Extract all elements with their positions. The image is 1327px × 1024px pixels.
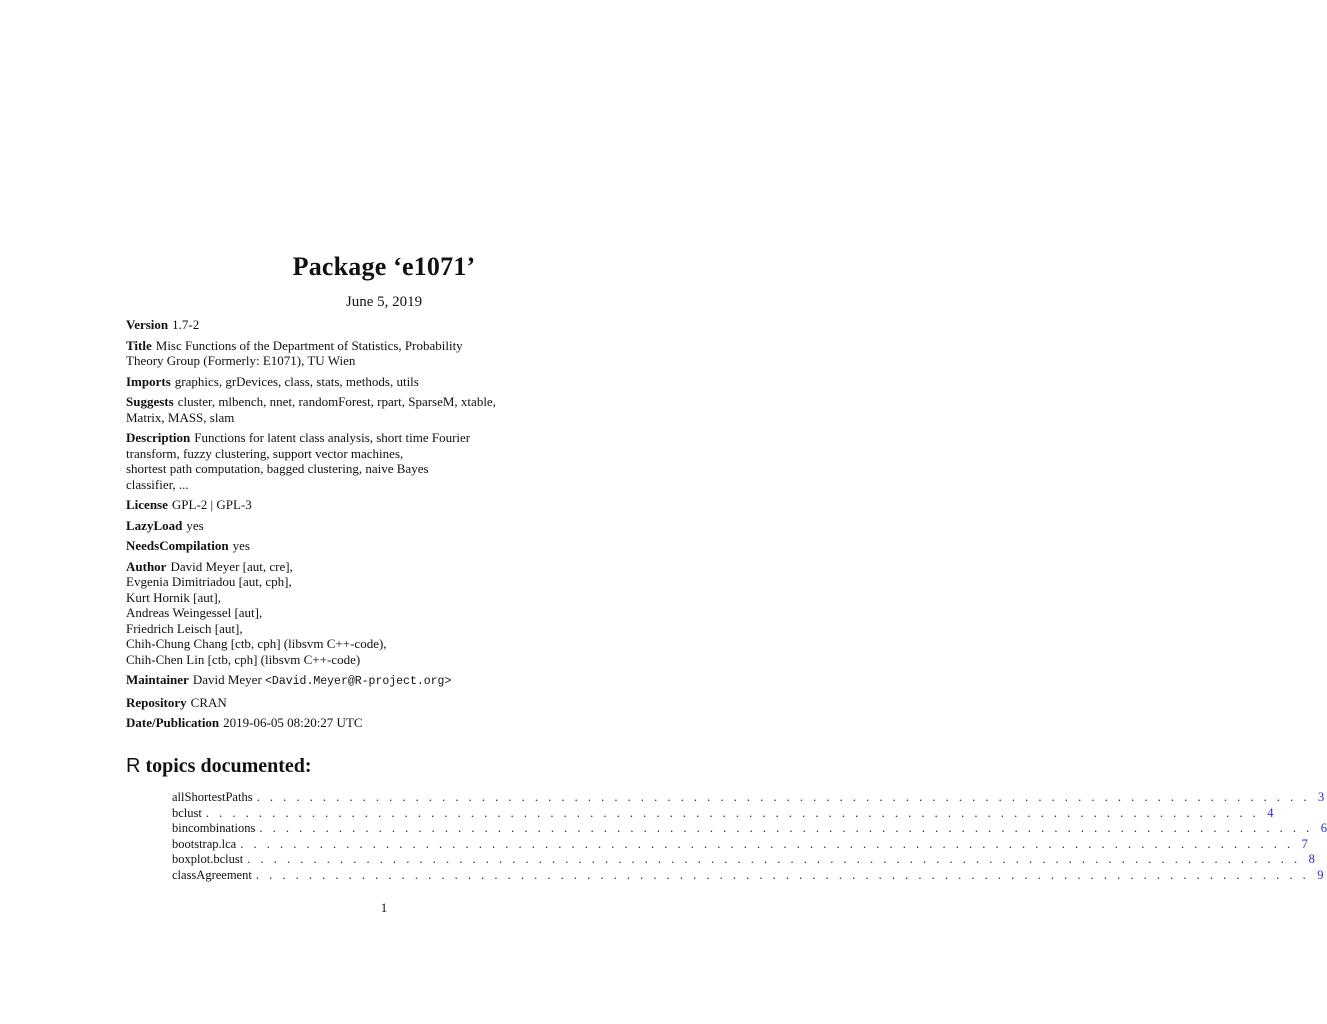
- field-line: [126, 694, 646, 711]
- field-value: Misc Functions of the Department of Statistics, Probability: [155, 337, 463, 353]
- toc-leader-dots: . . . . . . . . . . . . . . . . . . . . . . . . . . . . . . . . . . . . . . . . . . . . . . . . . . . . . . . . . . . . . . . . . . . . . . . . . . . . . . . .: [255, 867, 1310, 882]
- field-value: Matrix, MASS, slam: [126, 409, 235, 425]
- toc-page-link[interactable]: 9: [1317, 867, 1324, 882]
- field-description: [126, 430, 646, 492]
- toc-entry[interactable]: [172, 805, 1274, 822]
- toc-entry-name: boxplot.bclust: [172, 852, 244, 867]
- field-value: GPL-2 | GPL-3: [171, 497, 252, 512]
- field-line: [126, 517, 646, 534]
- field-value: Theory Group (Formerly: E1071), TU Wien: [126, 353, 356, 368]
- toc-entry-name: bclust: [172, 805, 202, 820]
- field-label: Repository: [126, 694, 187, 710]
- field-value: Chih-Chung Chang [ctb, cph] (libsvm C++-code),: [126, 636, 387, 651]
- maintainer-email[interactable]: <David.Meyer@R-project.org>: [265, 675, 452, 688]
- field-line: [126, 353, 646, 369]
- field-value: yes: [186, 517, 204, 533]
- field-value: Friedrich Leisch [aut],: [126, 620, 243, 636]
- toc-entry-name: bootstrap.lca: [172, 836, 237, 851]
- field-value: Andreas Weingessel [aut],: [126, 605, 263, 620]
- field-maintainer: [126, 672, 646, 690]
- field-value: Kurt Hornik [aut],: [126, 589, 221, 605]
- field-line: [126, 672, 646, 690]
- field-author: [126, 559, 646, 668]
- field-version: [126, 317, 646, 333]
- toc-entry[interactable]: [172, 867, 1324, 884]
- toc-leader-dots: . . . . . . . . . . . . . . . . . . . . . . . . . . . . . . . . . . . . . . . . . . . . . . . . . . . . . . . . . . . . . . . . . . . . . . . . . . . . . . . .: [240, 836, 1294, 851]
- field-label: Author: [126, 558, 167, 574]
- field-lazyload: [126, 518, 646, 534]
- field-line: [126, 337, 646, 354]
- field-title: [126, 338, 646, 369]
- field-value: 1.7-2: [172, 317, 200, 332]
- field-line: [126, 317, 646, 333]
- field-value: yes: [232, 538, 250, 553]
- publication-date: June 5, 2019: [345, 294, 423, 310]
- field-line: [126, 715, 646, 731]
- topics-heading-text: topics documented:: [140, 755, 312, 777]
- field-line: [126, 620, 646, 637]
- field-line: [126, 589, 646, 606]
- field-line: [126, 394, 646, 410]
- toc-entry-name: bincombinations: [172, 821, 256, 836]
- field-value: Functions for latent class analysis, short time Fourier: [194, 430, 471, 445]
- field-line: [126, 651, 646, 668]
- field-repository: [126, 695, 646, 711]
- field-line: [126, 558, 646, 575]
- toc-entry[interactable]: [172, 836, 1308, 853]
- field-date-publication: [126, 715, 646, 731]
- field-line: [126, 605, 646, 621]
- field-line: [126, 497, 646, 513]
- toc-entry[interactable]: [172, 790, 1325, 806]
- page-number: 1: [380, 900, 388, 915]
- field-label: Maintainer: [126, 672, 189, 687]
- field-label: Suggests: [126, 394, 174, 409]
- field-value: Evgenia Dimitriadou [aut, cph],: [126, 574, 292, 589]
- toc-page-link[interactable]: 8: [1308, 852, 1315, 867]
- toc-entry-name: allShortestPaths: [172, 790, 253, 804]
- field-value: graphics, grDevices, class, stats, methods, utils: [174, 373, 419, 389]
- field-value: cluster, mlbench, nnet, randomForest, rpart, SparseM, xtable,: [177, 394, 496, 409]
- field-label: Title: [126, 337, 152, 353]
- field-label: Date/Publication: [126, 715, 220, 730]
- field-value: shortest path computation, bagged clustering, naive Bayes: [126, 461, 429, 476]
- toc-entry-name: classAgreement: [172, 867, 252, 882]
- toc-entry[interactable]: [172, 852, 1315, 868]
- page-title: Package ‘e1071’: [292, 252, 476, 281]
- toc-leader-dots: . . . . . . . . . . . . . . . . . . . . . . . . . . . . . . . . . . . . . . . . . . . . . . . . . . . . . . . . . . . . . . . . . . . . . . . . . . . . . . . .: [259, 821, 1313, 836]
- toc-page-link[interactable]: 7: [1301, 836, 1308, 851]
- toc-page-link[interactable]: 6: [1320, 821, 1327, 836]
- field-line: [126, 538, 646, 554]
- field-line: [126, 574, 646, 590]
- field-value: 2019-06-05 08:20:27 UTC: [223, 715, 363, 730]
- field-line: [126, 461, 646, 477]
- field-line: [126, 373, 646, 390]
- toc-page-link[interactable]: 3: [1317, 790, 1325, 804]
- table-of-contents: [172, 790, 1327, 884]
- field-line: [126, 476, 646, 493]
- toc-page-link[interactable]: 4: [1267, 805, 1274, 820]
- field-value: David Meyer [aut, cre],: [170, 558, 293, 574]
- toc-leader-dots: . . . . . . . . . . . . . . . . . . . . . . . . . . . . . . . . . . . . . . . . . . . . . . . . . . . . . . . . . . . . . . . . . . . . . . . . . . . . . . . .: [205, 805, 1260, 820]
- topics-heading: [126, 755, 312, 778]
- toc-leader-dots: . . . . . . . . . . . . . . . . . . . . . . . . . . . . . . . . . . . . . . . . . . . . . . . . . . . . . . . . . . . . . . . . . . . . . . . . . . . . . . . .: [256, 790, 1310, 804]
- field-label: LazyLoad: [126, 517, 183, 533]
- field-value: classifier, ...: [126, 476, 189, 492]
- field-line: [126, 430, 646, 446]
- field-label: Imports: [126, 373, 171, 389]
- toc-leader-dots: . . . . . . . . . . . . . . . . . . . . . . . . . . . . . . . . . . . . . . . . . . . . . . . . . . . . . . . . . . . . . . . . . . . . . . . . . . . . . . . .: [247, 852, 1301, 867]
- field-suggests: [126, 394, 646, 425]
- field-label: License: [126, 497, 168, 512]
- field-label: NeedsCompilation: [126, 538, 229, 553]
- field-license: [126, 497, 646, 513]
- field-line: [126, 409, 646, 426]
- field-needscompilation: [126, 538, 646, 554]
- field-value: CRAN: [190, 694, 227, 710]
- field-label: Description: [126, 430, 191, 445]
- field-value: David Meyer: [192, 672, 262, 687]
- package-description-fields: [126, 317, 646, 736]
- field-imports: [126, 374, 646, 390]
- field-value: transform, fuzzy clustering, support vector machines,: [126, 445, 404, 461]
- toc-entry[interactable]: [172, 821, 1327, 837]
- r-letter: R: [126, 755, 141, 777]
- field-label: Version: [126, 317, 169, 332]
- field-value: Chih-Chen Lin [ctb, cph] (libsvm C++-code): [126, 651, 361, 667]
- field-line: [126, 445, 646, 462]
- field-line: [126, 636, 646, 652]
